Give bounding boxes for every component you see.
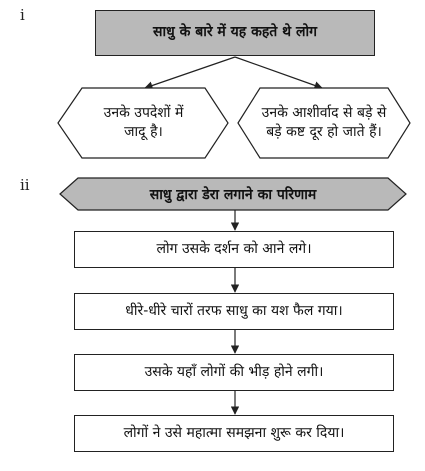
right-hexagon-line-1: उनके आशीर्वाद से बड़े से [261, 105, 387, 122]
flow-step-2: धीरे-धीरे चारों तरफ साधु का यश फैल गया। [74, 293, 394, 330]
right-hexagon-line-2: बड़े कष्ट दूर हो जाते हैं। [266, 124, 382, 140]
left-hexagon-line-2: जादू है। [124, 124, 163, 140]
branch-arrow-right [235, 57, 322, 88]
flow-step-1: लोग उसके दर्शन को आने लगे। [74, 231, 394, 268]
branch-arrow-left [145, 57, 235, 88]
section-ii-header: साधु द्वारा डेरा लगाने का परिणाम [149, 186, 317, 203]
section-i-marker: i [20, 6, 25, 24]
flow-step-3: उसके यहाँ लोगों की भीड़ होने लगी। [74, 354, 394, 391]
section-i-header: साधु के बारे में यह कहते थे लोग [95, 10, 375, 56]
left-hexagon-line-1: उनके उपदेशों में [103, 105, 184, 122]
left-hexagon-text [82, 90, 205, 156]
right-hexagon-text [254, 90, 394, 156]
section-ii-marker: ii [20, 176, 30, 194]
flow-step-4: लोगों ने उसे महात्मा समझना शुरू कर दिया। [74, 415, 394, 452]
